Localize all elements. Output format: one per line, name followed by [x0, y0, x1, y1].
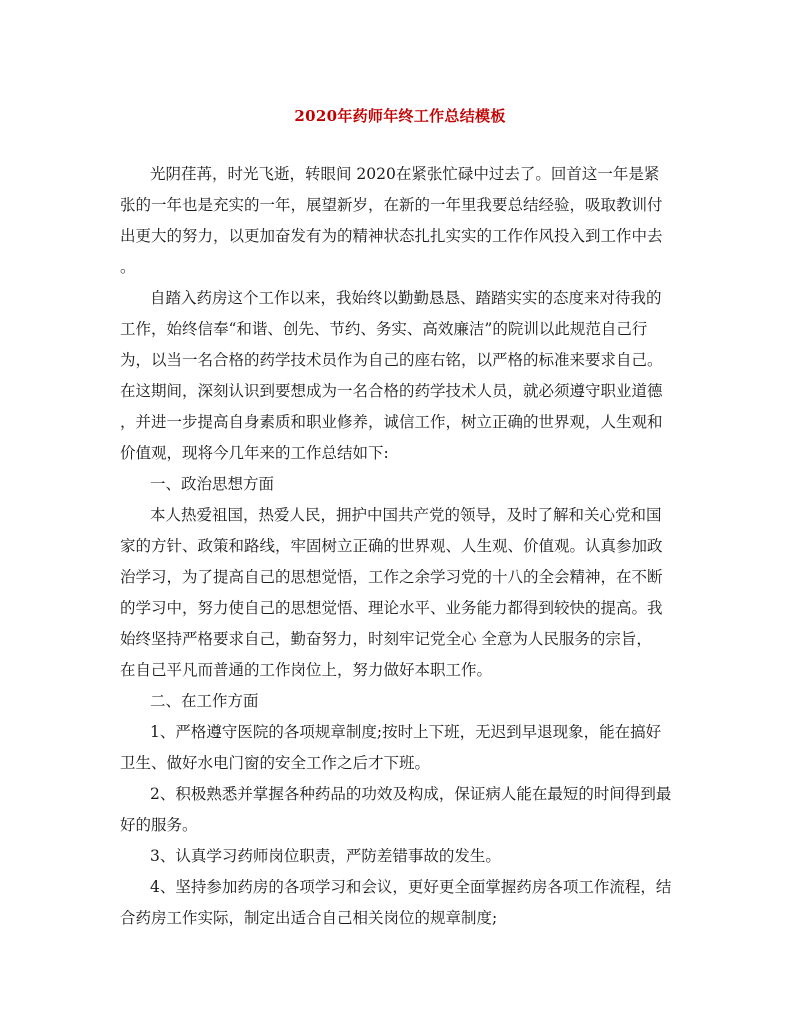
- paragraph-line: ，并进一步提高自身素质和职业修养，诚信工作，树立正确的世界观，人生观和: [120, 413, 663, 431]
- section-heading: 二、在工作方面: [150, 692, 259, 710]
- paragraph-line: 治学习，为了提高自己的思想觉悟，工作之余学习党的十八的全会精神，在不断: [120, 568, 663, 586]
- paragraph-line: 本人热爱祖国，热爱人民，拥护中国共产党的领导，及时了解和关心党和国: [150, 506, 662, 524]
- section-heading: 一、政治思想方面: [150, 475, 275, 493]
- paragraph-line: 的学习中，努力使自己的思想觉悟、理论水平、业务能力都得到较快的提高。我: [120, 599, 663, 617]
- paragraph-line: 张的一年也是充实的一年，展望新岁，在新的一年里我要总结经验，吸取教训付: [120, 196, 663, 214]
- list-item-line: 合药房工作实际，制定出适合自己相关岗位的规章制度;: [120, 909, 498, 927]
- paragraph-line: 。: [120, 258, 136, 276]
- paragraph-line: 为，以当一名合格的药学技术员作为自己的座右铭，以严格的标准来要求自己。: [120, 351, 663, 369]
- paragraph-line: 家的方针、政策和路线，牢固树立正确的世界观、人生观、价值观。认真参加政: [120, 537, 663, 555]
- paragraph-line: 自踏入药房这个工作以来，我始终以勤勤恳恳、踏踏实实的态度来对待我的: [150, 289, 662, 307]
- list-item-line: 1、严格遵守医院的各项规章制度;按时上下班，无迟到早退现象，能在搞好: [150, 723, 662, 741]
- paragraph-line: 在自己平凡而普通的工作岗位上，努力做好本职工作。: [120, 661, 493, 679]
- list-item-line: 卫生、做好水电门窗的安全工作之后才下班。: [120, 754, 431, 772]
- paragraph-line: 始终坚持严格要求自己，勤奋努力，时刻牢记党全心 全意为人民服务的宗旨，: [120, 630, 652, 648]
- document-title: 2020年药师年终工作总结模板: [294, 107, 506, 125]
- paragraph-line: 光阴荏苒，时光飞逝，转眼间 2020在紧张忙碌中过去了。回首这一年是紧: [150, 165, 660, 183]
- paragraph-line: 在这期间，深刻认识到要想成为一名合格的药学技术人员，就必须遵守职业道德: [120, 382, 663, 400]
- list-item-line: 好的服务。: [120, 816, 198, 834]
- paragraph-line: 工作，始终信奉“和谐、创先、节约、务实、高效廉洁”的院训以此规范自己行: [120, 320, 648, 338]
- paragraph-line: 价值观，现将今几年来的工作总结如下:: [120, 444, 389, 462]
- list-item-line: 2、积极熟悉并掌握各种药品的功效及构成，保证病人能在最短的时间得到最: [150, 785, 672, 803]
- paragraph-line: 出更大的努力，以更加奋发有为的精神状态扎扎实实的工作作风投入到工作中去: [120, 227, 663, 245]
- list-item-line: 3、认真学习药师岗位职责，严防差错事故的发生。: [150, 847, 501, 865]
- list-item-line: 4、坚持参加药房的各项学习和会议，更好更全面掌握药房各项工作流程，结: [150, 878, 672, 896]
